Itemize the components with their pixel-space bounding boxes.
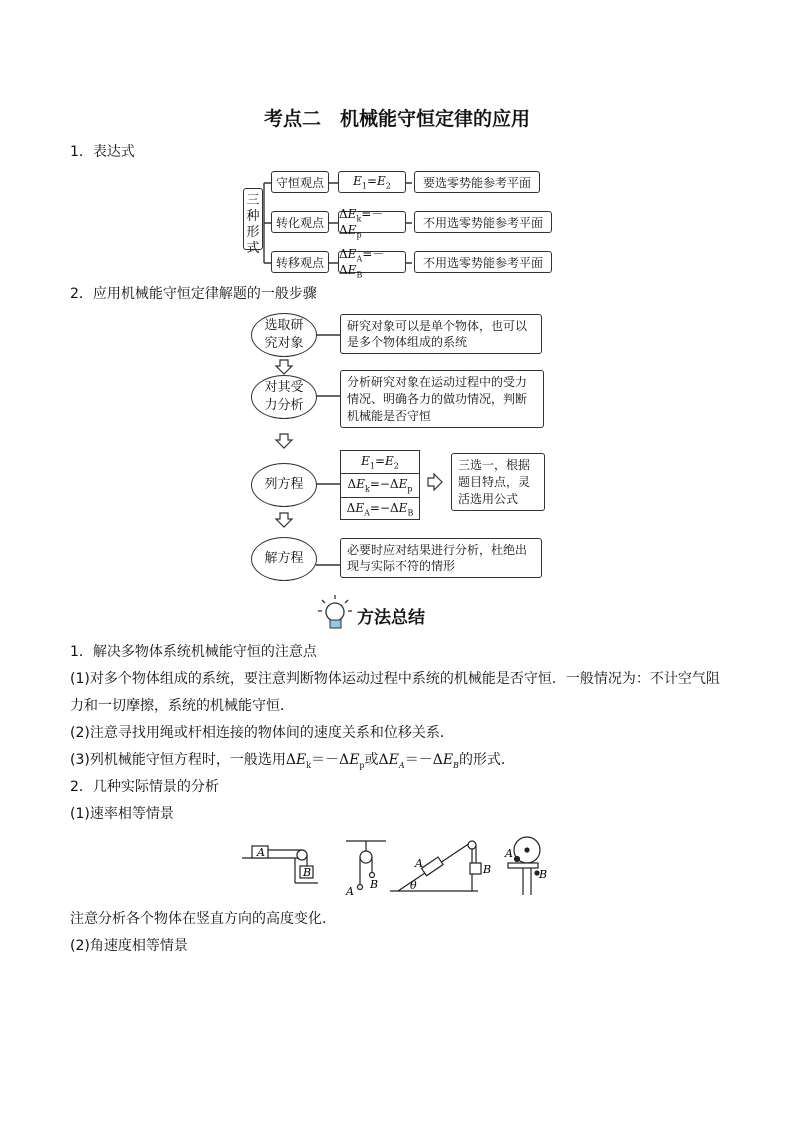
- equation-options: [340, 450, 420, 520]
- form-note-transfer: 不用选零势能参考平面: [414, 251, 552, 273]
- form-note-conservation: 要选零势能参考平面: [414, 171, 540, 193]
- form-view-transform: 转化观点: [271, 211, 329, 233]
- method-1-point-1a: (1)对多个物体组成的系统，要注意判断物体运动过程中系统的机械能是否守恒．一般情况为：不计空气阻: [70, 671, 720, 687]
- step-force-analysis-note: 分析研究对象在运动过程中的受力情况、明确各力的做功情况，判断机械能是否守恒: [340, 370, 544, 428]
- svg-text:B: B: [370, 878, 379, 891]
- step-force-analysis: 对其受力分析: [251, 375, 317, 419]
- scene-rotating-disk: [508, 837, 540, 895]
- svg-text:A: A: [346, 885, 354, 898]
- section-2-heading: 2．应用机械能守恒定律解题的一般步骤: [70, 286, 317, 302]
- form-view-conservation: 守恒观点: [271, 171, 329, 193]
- method-summary-banner: 方法总结: [357, 608, 425, 628]
- svg-text:A: A: [257, 846, 265, 859]
- eq-option-1: $E_1=E_2$: [341, 451, 419, 474]
- svg-text:A: A: [505, 847, 513, 860]
- method-2-case-2: (2)角速度相等情景: [70, 938, 188, 954]
- svg-text:B: B: [539, 868, 548, 881]
- scene-hanging-pulley: [346, 841, 386, 890]
- method-2-note: 注意分析各个物体在竖直方向的高度变化．: [70, 911, 336, 927]
- step-select-object: 选取研究对象: [251, 313, 317, 357]
- form-note-transform: 不用选零势能参考平面: [414, 211, 552, 233]
- scene-incline: [390, 841, 481, 891]
- eq-option-3: $\Delta E_A=-\Delta E_B$: [346, 500, 414, 518]
- method-2-heading: 2．几种实际情景的分析: [70, 779, 219, 795]
- method-1-heading: 1．解决多物体系统机械能守恒的注意点: [70, 644, 317, 660]
- method-1-point-3: (3)列机械能守恒方程时，一般选用$\Delta E_k=-\Delta E_p$或$\Delta E_A=-\Delta E_B$的形式．: [70, 752, 515, 770]
- section-1-heading: 1．表达式: [70, 144, 135, 160]
- svg-text:B: B: [303, 866, 312, 879]
- page-title: 考点二 机械能守恒定律的应用: [263, 108, 530, 130]
- method-1-point-2: (2)注意寻找用绳或杆相连接的物体间的速度关系和位移关系．: [70, 725, 454, 741]
- eq-transform: $\Delta E_k=-\Delta E_p$: [338, 211, 406, 233]
- lightbulb-icon: [318, 594, 356, 630]
- method-2-case-1: (1)速率相等情景: [70, 806, 174, 822]
- eq-conservation: $E_1=E_2$: [338, 171, 406, 193]
- speed-equal-scenarios-figure: [240, 833, 560, 903]
- step-equation-note: 三选一，根据题目特点，灵活选用公式: [451, 453, 545, 511]
- step-equation: 列方程: [251, 463, 317, 507]
- method-1-point-1b: 力和一切摩擦，系统的机械能守恒．: [70, 698, 294, 714]
- svg-text:A: A: [415, 857, 423, 870]
- step-select-object-note: 研究对象可以是单个物体，也可以是多个物体组成的系统: [340, 314, 542, 354]
- step-solve: 解方程: [251, 537, 317, 581]
- forms-label: 三种形式: [243, 188, 263, 250]
- form-view-transfer: 转移观点: [271, 251, 329, 273]
- svg-text:B: B: [483, 863, 492, 876]
- svg-text:θ: θ: [410, 879, 417, 892]
- eq-transfer: $\Delta E_A=-\Delta E_B$: [338, 251, 406, 273]
- eq-option-2: $\Delta E_k=-\Delta E_p$: [341, 474, 419, 498]
- step-solve-note: 必要时应对结果进行分析，杜绝出现与实际不符的情形: [340, 538, 542, 578]
